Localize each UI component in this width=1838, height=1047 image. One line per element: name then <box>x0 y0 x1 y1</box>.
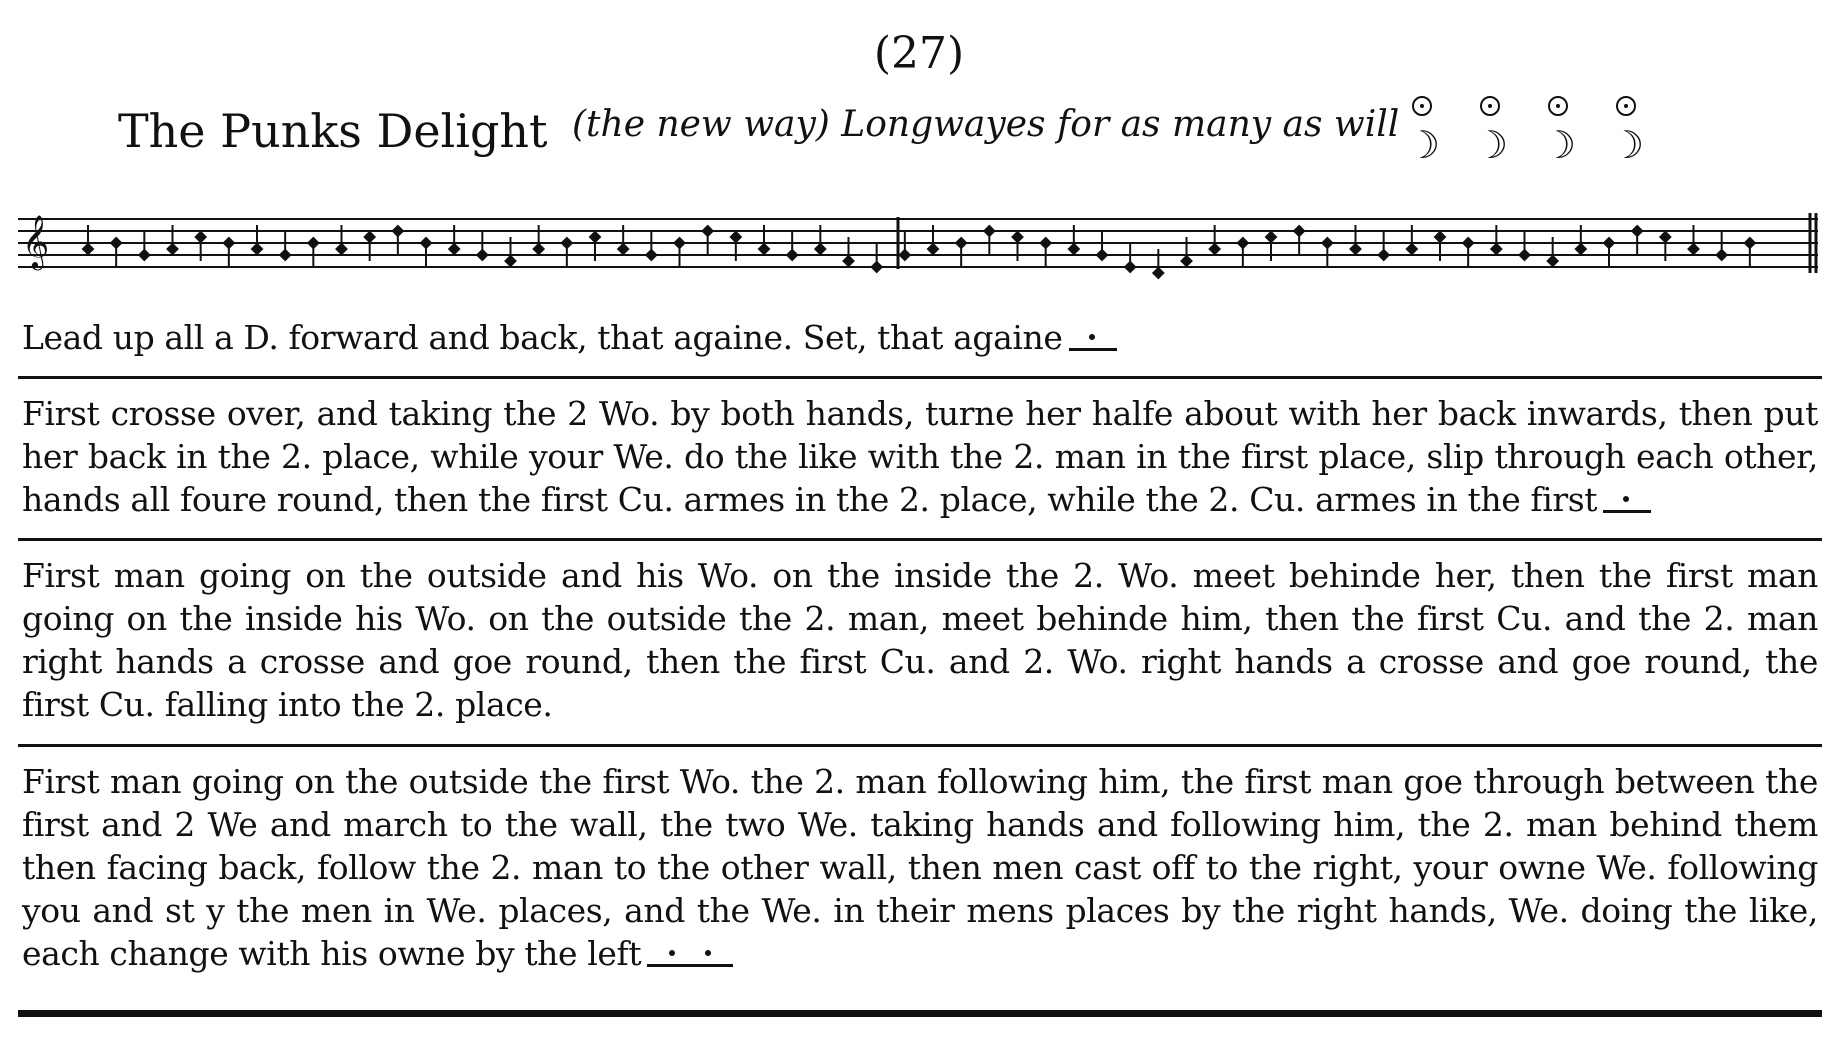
repeat-mark-icon <box>1603 492 1651 513</box>
couple-position-4 <box>1606 96 1646 167</box>
instruction-section-2 <box>22 392 1818 521</box>
woman-crescent-icon: ☽ <box>1406 123 1441 167</box>
instruction-text: First crosse over, and taking the 2 Wo. by both hands, turne her halfe about with her back inwards, then put her back in the 2. place, while your We. do the like with the 2. man in the first place, slip through each other, hands all foure round, then the first Cu. armes in the 2. place, while the 2. Cu. armes in the first <box>22 394 1818 519</box>
section-divider <box>18 538 1822 541</box>
svg-text:𝄞: 𝄞 <box>22 214 50 268</box>
page-number: (27) <box>873 28 965 79</box>
man-symbol-icon <box>1412 96 1432 116</box>
woman-crescent-icon: ☽ <box>1610 123 1645 167</box>
couple-position-2 <box>1470 96 1510 167</box>
man-symbol-icon <box>1548 96 1568 116</box>
woman-crescent-icon: ☽ <box>1542 123 1577 167</box>
page-bottom-rule <box>18 1010 1822 1017</box>
instruction-section-3 <box>22 554 1818 726</box>
instruction-text: First man going on the outside the first Wo. the 2. man following him, the first man goe through between the first and 2 We and march to the wall, the two We. taking hands and following him, the 2. man behind them then facing back, follow the 2. man to the other wall, then men cast off to the right, your owne We. following you and st y the men in We. places, and the We. in their mens places by the right hands, We. doing the like, each change with his owne by the left <box>22 762 1818 973</box>
instruction-section-4 <box>22 760 1818 975</box>
dance-subtitle: (the new way) Longwayes for as many as will <box>572 104 1400 145</box>
repeat-mark-icon <box>1069 330 1117 351</box>
instruction-text: Lead up all a D. forward and back, that againe. Set, that againe <box>22 318 1063 357</box>
music-staff-image <box>18 205 1818 305</box>
instruction-section-1 <box>22 316 1818 359</box>
section-divider <box>18 744 1822 747</box>
couple-position-3 <box>1538 96 1578 167</box>
section-divider <box>18 376 1822 379</box>
man-symbol-icon <box>1480 96 1500 116</box>
couple-position-1 <box>1402 96 1442 167</box>
dance-title: The Punks Delight <box>118 104 548 158</box>
man-symbol-icon <box>1616 96 1636 116</box>
woman-crescent-icon: ☽ <box>1474 123 1509 167</box>
instruction-text: First man going on the outside and his Wo. on the inside the 2. Wo. meet behinde her, then the first man going on the inside his Wo. on the outside the 2. man, meet behinde him, then the first Cu. and the 2. man right hands a crosse and goe round, then the first Cu. and 2. Wo. right hands a crosse and goe round, the first Cu. falling into the 2. place. <box>22 556 1818 724</box>
double-repeat-mark-icon <box>647 946 733 967</box>
